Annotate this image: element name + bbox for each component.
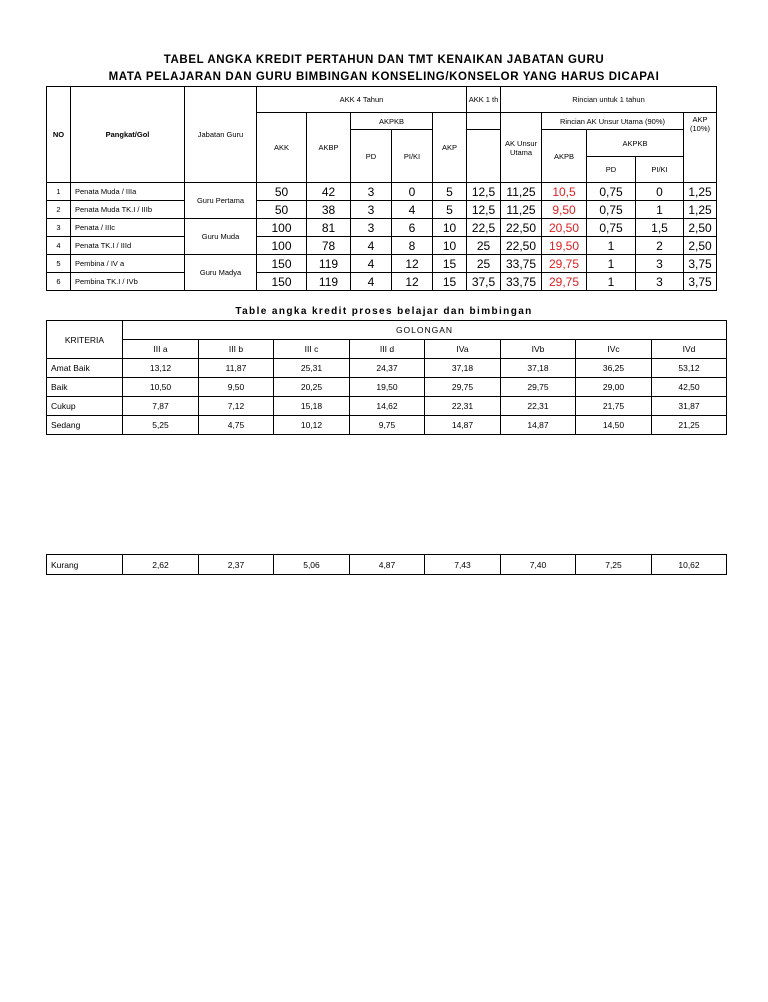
header-akk-1-th: AKK 1 th [467, 87, 501, 113]
cell-no: 1 [47, 183, 71, 201]
header-golongan: GOLONGAN [123, 321, 727, 340]
table-row [47, 237, 717, 255]
cell: 7,25 [576, 555, 652, 575]
cell-akk: 100 [257, 237, 307, 255]
header-no: NO [47, 87, 71, 183]
cell: 7,43 [425, 555, 501, 575]
cell: 10,50 [123, 378, 199, 397]
cell-akp: 15 [433, 273, 467, 291]
cell-no: 3 [47, 219, 71, 237]
cell: 5,25 [123, 416, 199, 435]
cell: 9,50 [199, 378, 274, 397]
cell-akpb: 29,75 [542, 255, 587, 273]
header-pd-2: PD [587, 157, 636, 183]
cell-pd2: 1 [587, 237, 636, 255]
cell-akpb: 20,50 [542, 219, 587, 237]
section-title: Table angka kredit proses belajar dan bimbingan [235, 306, 533, 317]
table-row [47, 555, 727, 575]
cell-no: 5 [47, 255, 71, 273]
cell-akp10: 3,75 [684, 273, 717, 291]
cell-pi2: 2 [636, 237, 684, 255]
header-akpkb-2: AKPKB [587, 130, 684, 157]
cell-pi2: 3 [636, 273, 684, 291]
cell-pd: 3 [351, 183, 392, 201]
cell: 22,31 [501, 397, 576, 416]
cell-akk: 50 [257, 183, 307, 201]
cell: 15,18 [274, 397, 350, 416]
cell-pd2: 0,75 [587, 201, 636, 219]
cell-pd2: 0,75 [587, 219, 636, 237]
cell: 29,75 [501, 378, 576, 397]
cell-ak-unsur: 11,25 [501, 183, 542, 201]
cell-akp: 5 [433, 183, 467, 201]
cell-akbp: 78 [307, 237, 351, 255]
header-akp: AKP [433, 113, 467, 183]
criteria-table-kurang [46, 554, 727, 575]
cell-pd: 4 [351, 255, 392, 273]
cell-pd: 3 [351, 219, 392, 237]
cell: 7,12 [199, 397, 274, 416]
cell-akbp: 81 [307, 219, 351, 237]
header-col: III c [274, 340, 350, 359]
cell: 5,06 [274, 555, 350, 575]
header-pangkat: Pangkat/Gol [71, 87, 185, 183]
cell-akk1: 25 [467, 237, 501, 255]
cell: 42,50 [652, 378, 727, 397]
header-kriteria: KRITERIA [47, 321, 123, 359]
cell-pd: 4 [351, 273, 392, 291]
cell: 25,31 [274, 359, 350, 378]
table-row [47, 219, 717, 237]
criteria-table [46, 320, 727, 435]
cell-akp10: 1,25 [684, 183, 717, 201]
cell-pd2: 1 [587, 255, 636, 273]
header-akk: AKK [257, 113, 307, 183]
cell-akbp: 42 [307, 183, 351, 201]
cell: 2,62 [123, 555, 199, 575]
cell: 4,87 [350, 555, 425, 575]
cell: 9,75 [350, 416, 425, 435]
cell-pangkat: Penata Muda / IIIa [71, 183, 185, 201]
cell-pangkat: Penata Muda TK.I / IIIb [71, 201, 185, 219]
cell: 37,18 [501, 359, 576, 378]
cell: 7,87 [123, 397, 199, 416]
cell: 31,87 [652, 397, 727, 416]
header-rincian-ak-unsur: Rincian AK Unsur Utama (90%) [542, 113, 684, 130]
cell-akk1: 12,5 [467, 201, 501, 219]
cell-no: 2 [47, 201, 71, 219]
cell-pi: 4 [392, 201, 433, 219]
header-pi-ki-2: PI/KI [636, 157, 684, 183]
cell-pangkat: Pembina / IV a [71, 255, 185, 273]
cell-akp: 15 [433, 255, 467, 273]
header-ak-unsur-utama: AK Unsur Utama [501, 113, 542, 183]
cell: 21,25 [652, 416, 727, 435]
cell: 53,12 [652, 359, 727, 378]
table-row [47, 397, 727, 416]
cell: 29,00 [576, 378, 652, 397]
cell: 11,87 [199, 359, 274, 378]
cell-pi: 0 [392, 183, 433, 201]
cell: 37,18 [425, 359, 501, 378]
cell-ak-unsur: 22,50 [501, 219, 542, 237]
cell-pi2: 3 [636, 255, 684, 273]
cell-ak-unsur: 33,75 [501, 255, 542, 273]
cell-akk1: 25 [467, 255, 501, 273]
header-akk-1-blank-2 [467, 130, 501, 183]
cell: 10,62 [652, 555, 727, 575]
cell-no: 6 [47, 273, 71, 291]
cell-pi2: 1 [636, 201, 684, 219]
cell-pangkat: Penata / IIIc [71, 219, 185, 237]
header-col: III b [199, 340, 274, 359]
cell-jabatan: Guru Muda [185, 219, 257, 255]
cell: 20,25 [274, 378, 350, 397]
cell-no: 4 [47, 237, 71, 255]
table-row [47, 255, 717, 273]
cell-akbp: 119 [307, 255, 351, 273]
cell-akp10: 1,25 [684, 201, 717, 219]
cell-akp10: 3,75 [684, 255, 717, 273]
cell-jabatan: Guru Pertama [185, 183, 257, 219]
header-col: IVc [576, 340, 652, 359]
cell-jabatan: Guru Madya [185, 255, 257, 291]
cell-akk: 100 [257, 219, 307, 237]
cell: 24,37 [350, 359, 425, 378]
cell-pi2: 1,5 [636, 219, 684, 237]
header-akk-4-tahun: AKK 4 Tahun [257, 87, 467, 113]
header-pi-ki: PI/KI [392, 130, 433, 183]
cell-akbp: 38 [307, 201, 351, 219]
cell-akk: 150 [257, 255, 307, 273]
table-row [47, 416, 727, 435]
cell-akp10: 2,50 [684, 237, 717, 255]
cell-akk: 50 [257, 201, 307, 219]
cell-ak-unsur: 33,75 [501, 273, 542, 291]
cell-akpb: 29,75 [542, 273, 587, 291]
row-label: Amat Baik [47, 359, 123, 378]
row-label: Cukup [47, 397, 123, 416]
cell-akk1: 22,5 [467, 219, 501, 237]
table-row [47, 183, 717, 201]
cell-pangkat: Penata TK.I / IIId [71, 237, 185, 255]
table-row [47, 273, 717, 291]
header-akp-10: AKP (10%) [684, 113, 717, 183]
cell-akk: 150 [257, 273, 307, 291]
cell: 14,50 [576, 416, 652, 435]
credit-table [46, 86, 717, 291]
header-akpkb: AKPKB [351, 113, 433, 130]
cell-akp10: 2,50 [684, 219, 717, 237]
cell-akk1: 12,5 [467, 183, 501, 201]
cell: 19,50 [350, 378, 425, 397]
cell-akpb: 19,50 [542, 237, 587, 255]
cell: 22,31 [425, 397, 501, 416]
cell-ak-unsur: 22,50 [501, 237, 542, 255]
cell-pd2: 1 [587, 273, 636, 291]
cell: 7,40 [501, 555, 576, 575]
table-row [47, 201, 717, 219]
cell: 21,75 [576, 397, 652, 416]
header-col: IVa [425, 340, 501, 359]
table-row [47, 359, 727, 378]
header-akbp: AKBP [307, 113, 351, 183]
header-col: IVb [501, 340, 576, 359]
cell: 29,75 [425, 378, 501, 397]
cell: 14,87 [501, 416, 576, 435]
row-label: Sedang [47, 416, 123, 435]
header-col: IVd [652, 340, 727, 359]
header-rincian-1-tahun: Rincian untuk 1 tahun [501, 87, 717, 113]
header-jabatan: Jabatan Guru [185, 87, 257, 183]
cell: 14,62 [350, 397, 425, 416]
cell-pd2: 0,75 [587, 183, 636, 201]
cell: 14,87 [425, 416, 501, 435]
cell-akbp: 119 [307, 273, 351, 291]
cell-pi: 12 [392, 273, 433, 291]
cell: 10,12 [274, 416, 350, 435]
header-col: III d [350, 340, 425, 359]
header-pd: PD [351, 130, 392, 183]
header-col: III a [123, 340, 199, 359]
cell-pi2: 0 [636, 183, 684, 201]
cell: 4,75 [199, 416, 274, 435]
page-title-line-1: TABEL ANGKA KREDIT PERTAHUN DAN TMT KENAIKAN JABATAN GURU [163, 54, 605, 66]
cell-akp: 5 [433, 201, 467, 219]
cell-akpb: 10,5 [542, 183, 587, 201]
cell-pangkat: Pembina TK.I / IVb [71, 273, 185, 291]
header-akpb: AKPB [542, 130, 587, 183]
cell-pi: 8 [392, 237, 433, 255]
cell-pi: 6 [392, 219, 433, 237]
cell: 13,12 [123, 359, 199, 378]
page-title-line-2: MATA PELAJARAN DAN GURU BIMBINGAN KONSELING/KONSELOR YANG HARUS DICAPAI [108, 71, 660, 83]
cell-pd: 4 [351, 237, 392, 255]
cell: 36,25 [576, 359, 652, 378]
row-label: Baik [47, 378, 123, 397]
cell-akk1: 37,5 [467, 273, 501, 291]
cell-akpb: 9,50 [542, 201, 587, 219]
table-row [47, 378, 727, 397]
cell-akp: 10 [433, 219, 467, 237]
cell-ak-unsur: 11,25 [501, 201, 542, 219]
row-label: Kurang [47, 555, 123, 575]
cell-pd: 3 [351, 201, 392, 219]
cell-pi: 12 [392, 255, 433, 273]
header-akk-1-blank [467, 113, 501, 130]
cell-akp: 10 [433, 237, 467, 255]
cell: 2,37 [199, 555, 274, 575]
